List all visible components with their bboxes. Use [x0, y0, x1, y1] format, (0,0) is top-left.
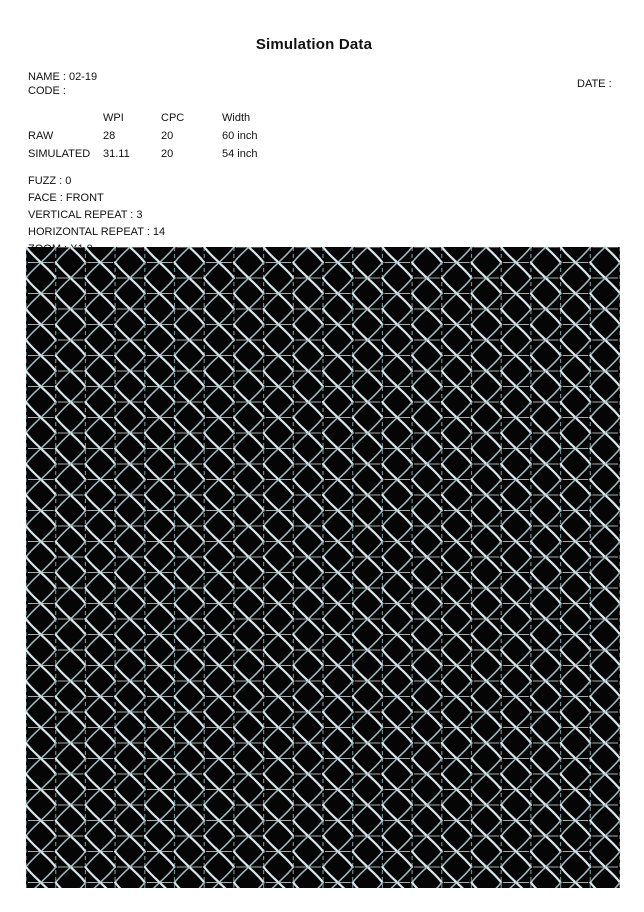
spec-header-wpi: WPI	[103, 112, 124, 124]
fuzz-line: FUZZ : 0	[28, 175, 72, 187]
horizontal-repeat-line: HORIZONTAL REPEAT : 14	[28, 226, 166, 238]
spec-raw-width: 60 inch	[222, 130, 258, 142]
fabric-background	[26, 247, 620, 888]
spec-simulated-label: SIMULATED	[28, 148, 91, 160]
spec-raw-label: RAW	[28, 130, 54, 142]
spec-header-cpc: CPC	[161, 112, 185, 124]
spec-simulated-cpc: 20	[161, 148, 174, 160]
spec-raw-wpi: 28	[103, 130, 116, 142]
name-line: NAME : 02-19	[28, 71, 98, 83]
spec-simulated-width: 54 inch	[222, 148, 258, 160]
date-line: DATE :	[577, 78, 612, 90]
face-line: FACE : FRONT	[28, 192, 104, 204]
page-title: Simulation Data	[255, 36, 373, 53]
code-line: CODE :	[28, 85, 66, 97]
simulation-parameters	[28, 175, 165, 250]
spec-header-width: Width	[222, 112, 251, 124]
vertical-repeat-line: VERTICAL REPEAT : 3	[28, 209, 143, 221]
spec-simulated-wpi: 31.11	[103, 148, 130, 160]
fabric-simulation-image	[26, 247, 620, 888]
knit-pattern-svg	[26, 247, 620, 888]
spec-raw-cpc: 20	[161, 130, 174, 142]
